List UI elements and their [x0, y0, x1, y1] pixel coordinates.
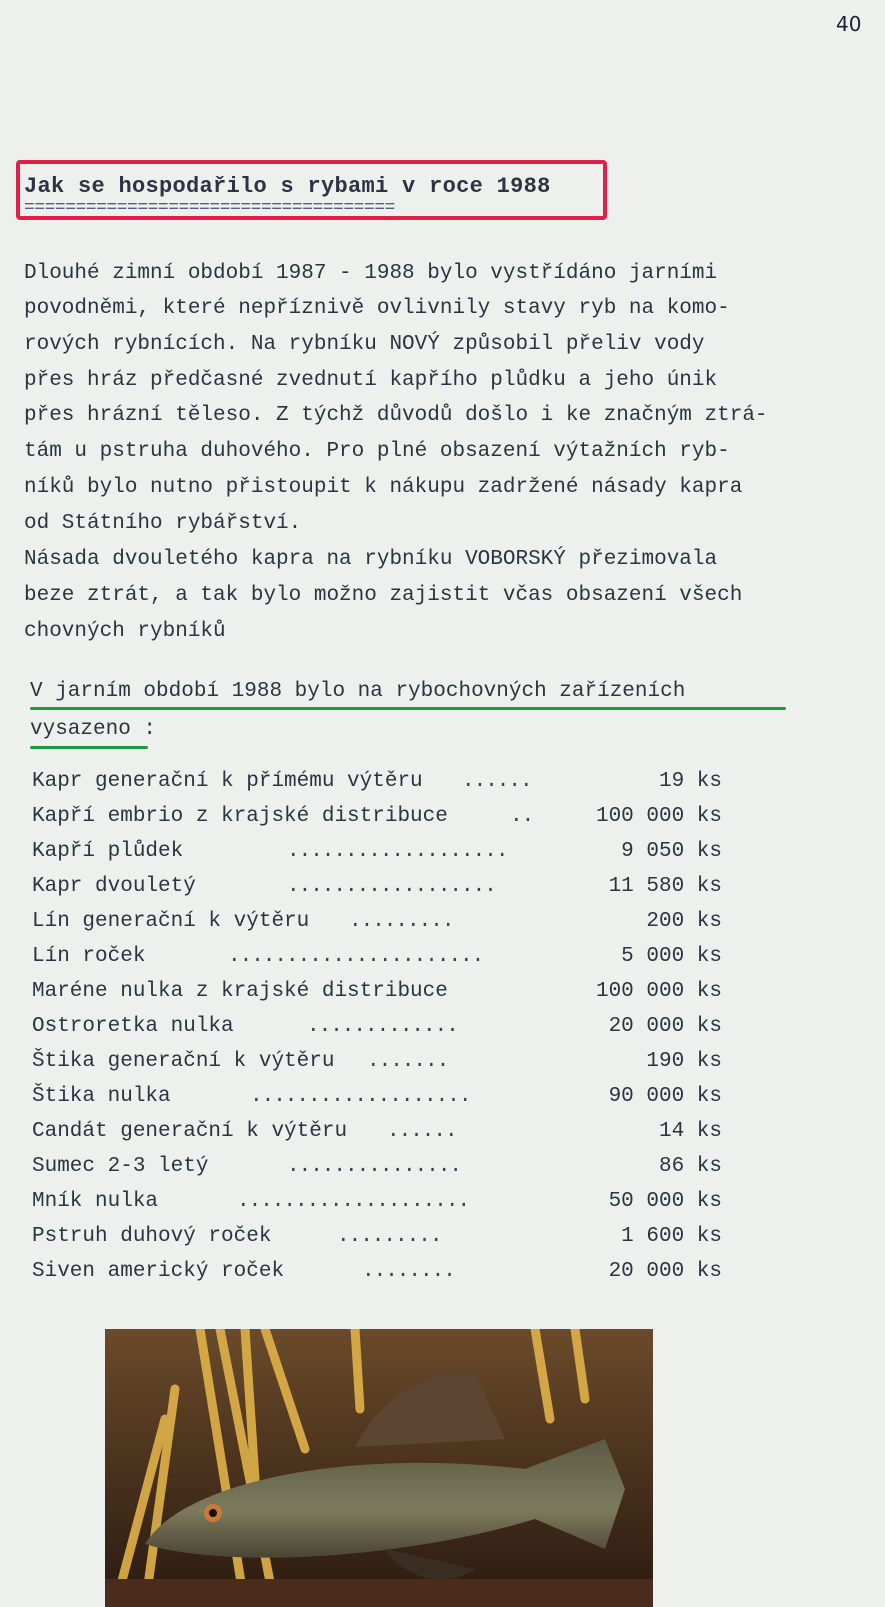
stock-list-row [32, 805, 722, 840]
stock-item-quantity: 19 ks [658, 770, 722, 793]
section-heading-continued: vysazeno : [30, 718, 157, 741]
heading-underline [30, 707, 786, 710]
section-heading: V jarním období 1988 bylo na rybochovných zařízeních [30, 680, 686, 703]
stock-item-quantity: 1 600 ks [621, 1225, 722, 1248]
stock-item-name: Lín generační k výtěru [32, 910, 310, 933]
tench-fish-photo [105, 1329, 653, 1607]
stock-item-name: Maréne nulka z krajské distribuce [32, 980, 448, 1003]
stock-item-name: Sumec 2-3 letý [32, 1155, 209, 1178]
page-title: Jak se hospodařilo s rybami v roce 1988 [24, 174, 551, 199]
stock-item-leader-dots: ............. [307, 1015, 458, 1038]
stock-list-row [32, 945, 722, 980]
stock-list-row [32, 1015, 722, 1050]
stock-item-leader-dots: ........ [362, 1260, 455, 1283]
stock-list-row [32, 1225, 722, 1260]
stock-item-name: Kapr dvouletý [32, 875, 196, 898]
stock-list-row [32, 840, 722, 875]
stock-item-name: Lín roček [32, 945, 146, 968]
stock-item-name: Pstruh duhový roček [32, 1225, 272, 1248]
stock-list-row [32, 1190, 722, 1225]
stock-item-leader-dots: ......... [337, 1225, 442, 1248]
stock-list-row [32, 1120, 722, 1155]
stock-item-name: Kapr generační k přímému výtěru [32, 770, 423, 793]
stock-item-name: Candát generační k výtěru [32, 1120, 348, 1143]
stock-item-quantity: 20 000 ks [608, 1015, 722, 1038]
paragraph-line: níků bylo nutno přistoupit k nákupu zadržené násady kapra [24, 476, 743, 499]
stock-list-row [32, 1260, 722, 1295]
paragraph-line: přes hrázní těleso. Z týchž důvodů došlo i ke značným ztrá- [24, 404, 768, 427]
stock-item-name: Mník nulka [32, 1190, 159, 1213]
stock-item-leader-dots: ................... [250, 1085, 471, 1108]
paragraph-line: Dlouhé zimní období 1987 - 1988 bylo vystřídáno jarními [24, 262, 718, 285]
stock-item-leader-dots: .. [510, 805, 534, 828]
stock-item-name: Kapří embrio z krajské distribuce [32, 805, 448, 828]
stock-list-row [32, 1155, 722, 1190]
stock-item-leader-dots: .................. [287, 875, 496, 898]
stock-item-leader-dots: ............... [287, 1155, 462, 1178]
paragraph-line: od Státního rybářství. [24, 512, 302, 535]
stock-item-quantity: 100 000 ks [595, 980, 722, 1003]
paragraph-line: beze ztrát, a tak bylo možno zajistit včas obsazení všech [24, 584, 743, 607]
stock-item-leader-dots: .................... [237, 1190, 470, 1213]
stock-item-quantity: 200 ks [646, 910, 722, 933]
page-number: 40 [836, 12, 862, 36]
stock-item-quantity: 50 000 ks [608, 1190, 722, 1213]
stock-item-quantity: 100 000 ks [595, 805, 722, 828]
stock-item-quantity: 9 050 ks [621, 840, 722, 863]
stock-list-row [32, 1085, 722, 1120]
stock-list-row [32, 770, 722, 805]
stock-item-quantity: 11 580 ks [608, 875, 722, 898]
paragraph-line: rových rybnících. Na rybníku NOVÝ způsobil přeliv vody [24, 333, 705, 356]
paragraph-line: povodněmi, které nepříznivě ovlivnily stavy ryb na komo- [24, 297, 730, 320]
stock-item-quantity: 190 ks [646, 1050, 722, 1073]
stock-item-leader-dots: ......... [349, 910, 454, 933]
stock-item-name: Kapří plůdek [32, 840, 184, 863]
stock-item-name: Siven americký roček [32, 1260, 285, 1283]
stock-item-quantity: 20 000 ks [608, 1260, 722, 1283]
stock-item-name: Štika nulka [32, 1085, 171, 1108]
paragraph-line: přes hráz předčasné zvednutí kapřího plůdku a jeho únik [24, 369, 718, 392]
stock-item-leader-dots: ...... [462, 770, 532, 793]
stock-item-leader-dots: ...................... [228, 945, 484, 968]
stock-item-name: Štika generační k výtěru [32, 1050, 335, 1073]
stock-item-leader-dots: ...... [387, 1120, 457, 1143]
stock-item-quantity: 5 000 ks [621, 945, 722, 968]
paragraph-line: tám u pstruha duhového. Pro plné obsazení výtažních ryb- [24, 440, 730, 463]
paragraph-line: chovných rybníků [24, 620, 226, 643]
stock-list-row [32, 980, 722, 1015]
stock-item-quantity: 86 ks [658, 1155, 722, 1178]
stock-list [32, 770, 722, 1295]
stock-list-row [32, 1050, 722, 1085]
stock-item-name: Ostroretka nulka [32, 1015, 234, 1038]
stock-item-leader-dots: ....... [367, 1050, 449, 1073]
heading-underline-short [30, 746, 148, 749]
stock-item-quantity: 14 ks [658, 1120, 722, 1143]
stock-list-row [32, 875, 722, 910]
stock-item-quantity: 90 000 ks [608, 1085, 722, 1108]
title-underline: ==================================== [24, 198, 395, 218]
stock-list-row [32, 910, 722, 945]
paragraph-line: Násada dvouletého kapra na rybníku VOBORSKÝ přezimovala [24, 548, 718, 571]
stock-item-leader-dots: ................... [287, 840, 508, 863]
